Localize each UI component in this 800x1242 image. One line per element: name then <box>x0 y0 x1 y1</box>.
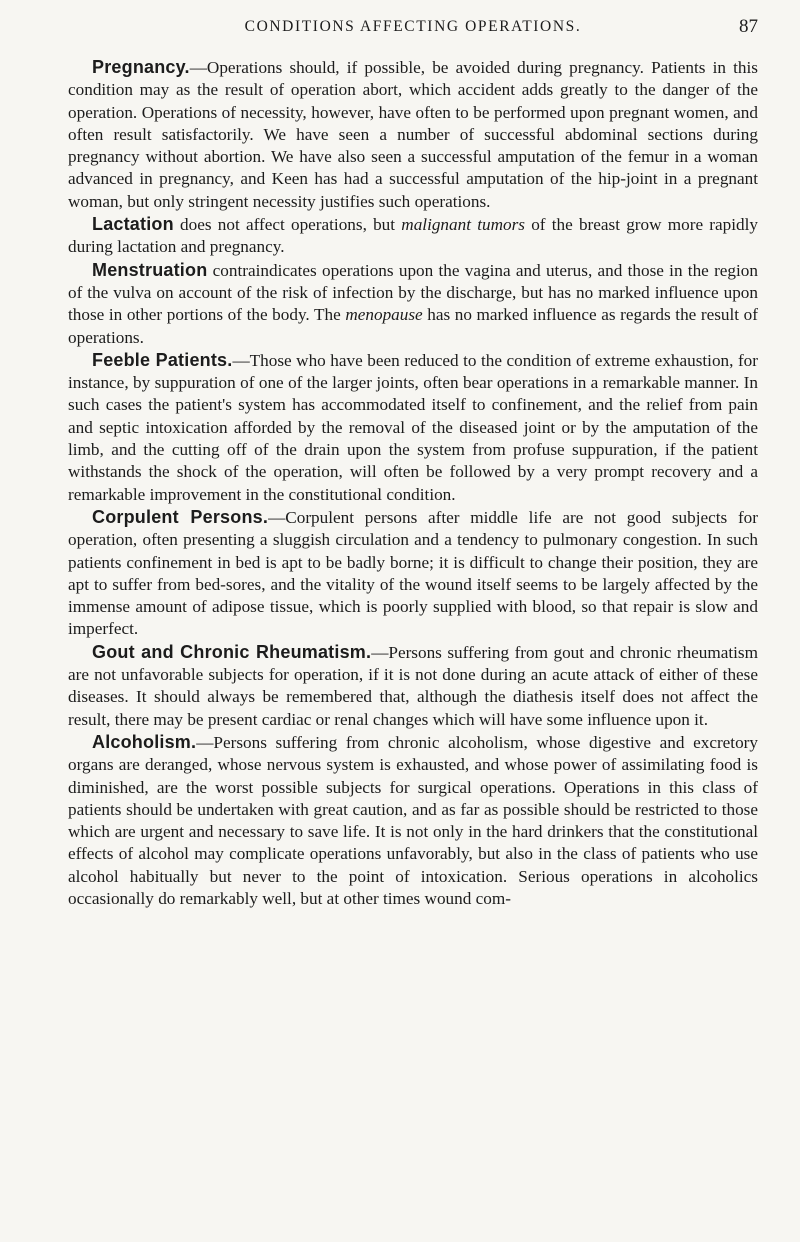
running-head <box>68 12 758 42</box>
section-text: —Those who have been reduced to the condition of extreme exhaustion, for instance, by suppuration of one of the larger joints, often bear operations in a remarkable manner. In such cases the patient's system has accommodated itself to confinement, and the relief from pain and septic intoxication afforded by the removal of the diseased joint or by the amputation of the limb, and the cutting off of the drain upon the system from profuse suppuration, if the patient withstands the shock of the operation, will often be followed by a very prompt recovery and a remarkable improvement in the constitutional condition. <box>68 350 758 504</box>
section-feeble-patients <box>68 349 758 506</box>
section-text: contraindicates operations upon the vagina and uterus, and those in the region of the vulva on account of the risk of infection by the discharge, but has no marked influence upon those in other portions of the body. The <box>68 260 758 325</box>
section-corpulent-persons <box>68 506 758 641</box>
section-text: —Persons suffering from chronic alcoholism, whose digestive and excretory organs are deranged, whose nervous system is exhausted, and whose power of assimilating food is diminished, are the worst possible subjects for surgical operations. Operations in this class of patients should be undertaken with great caution, and as far as possible should be restricted to those which are urgent and necessary to save life. It is not only in the hard drinkers that the constitutional effects of alcohol may complicate operations unfavorably, but also in the class of patients who use alcohol habitually but never to the point of intoxication. Serious operations in alcoholics occasionally do remarkably well, but at other times wound com- <box>68 732 758 908</box>
section-heading: Menstruation <box>92 259 208 280</box>
section-heading: Gout and Chronic Rheumatism. <box>92 641 372 662</box>
section-heading: Feeble Patients. <box>92 349 233 370</box>
section-heading: Alcoholism. <box>92 731 197 752</box>
section-text: —Operations should, if possible, be avoided during pregnancy. Patients in this condition may as the result of operation abort, which accident adds greatly to the danger of the operation. Operations of necessity, however, have often to be performed upon pregnant women, and often result satisfactorily. We have seen a number of successful abdominal sections during pregnancy without abortion. We have also seen a successful amputation of the femur in a woman advanced in pregnancy, and Keen has had a successful amputation of the hip-joint in a pregnant woman, but only stringent necessity justifies such operations. <box>68 58 758 211</box>
section-text: of the breast grow more rapidly during lactation and pregnancy. <box>68 215 758 257</box>
italic-term: menopause <box>345 305 423 325</box>
section-text: does not affect operations, but <box>173 215 402 235</box>
section-text: —Corpulent persons after middle life are not good subjects for operation, often presenting a sluggish circulation and a tendency to pulmonary congestion. In such patients confinement in bed is apt to be badly borne; it is difficult to change their position, they are apt to suffer from bed-sores, and the vitality of the wound itself seems to be largely affected by the immense amount of adipose tissue, which is poorly supplied with blood, so that repair is slow and imperfect. <box>68 507 758 639</box>
section-text: has no marked influence as regards the result of operations. <box>68 305 758 347</box>
section-lactation <box>68 213 758 259</box>
section-heading: Corpulent Persons. <box>92 506 269 527</box>
section-text: —Persons suffering from gout and chronic rheumatism are not unfavorable subjects for operation, if it is not done during an acute attack of either of these diseases. It should always be remembered that, although the diathesis itself does not affect the result, there may be present cardiac or renal changes which will have some influence upon it. <box>68 642 758 729</box>
section-menstruation <box>68 259 758 349</box>
section-heading: Lactation <box>92 214 174 235</box>
italic-term: malignant tumors <box>401 215 525 235</box>
page-number: 87 <box>739 16 758 37</box>
body-text <box>68 56 758 910</box>
section-gout-rheumatism <box>68 641 758 731</box>
section-heading: Pregnancy. <box>92 57 190 77</box>
section-pregnancy <box>68 56 758 213</box>
section-alcoholism <box>68 731 758 910</box>
running-head-title: CONDITIONS AFFECTING OPERATIONS. <box>244 18 582 35</box>
